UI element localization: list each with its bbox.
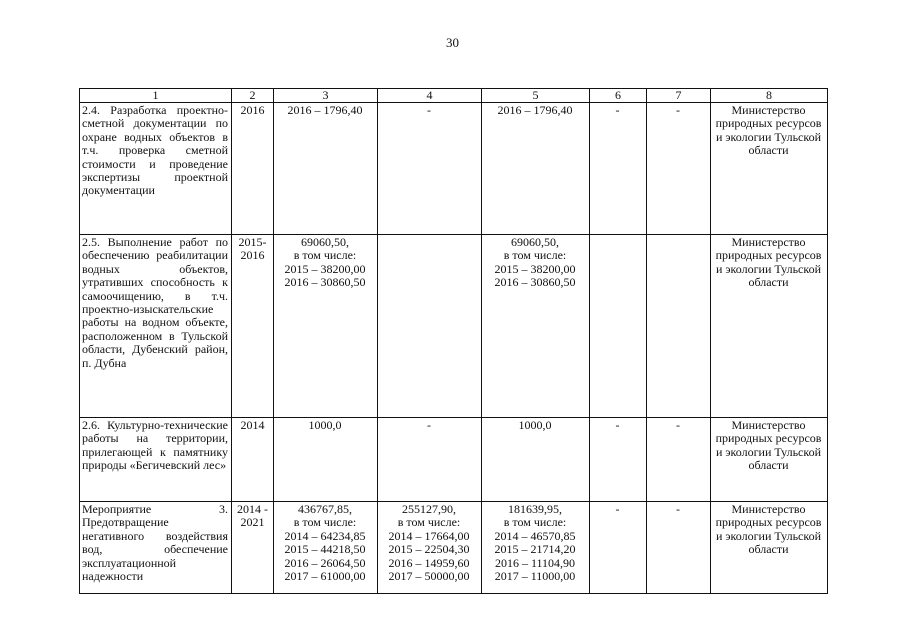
column-6-cell: [590, 235, 647, 418]
column-number: 2: [232, 89, 274, 103]
regional-funding-cell: [378, 235, 482, 418]
federal-funding-cell: 2016 – 1796,40: [482, 103, 590, 235]
page-number: 30: [446, 35, 459, 50]
column-number: 5: [482, 89, 590, 103]
column-6-cell: -: [590, 502, 647, 594]
column-number: 1: [80, 89, 232, 103]
column-number: 4: [378, 89, 482, 103]
column-6-cell: -: [590, 418, 647, 502]
column-6-cell: -: [590, 103, 647, 235]
total-funding-cell: 1000,0: [274, 418, 378, 502]
period-cell: 2015-2016: [232, 235, 274, 418]
regional-funding-cell: -: [378, 418, 482, 502]
period-cell: 2014 - 2021: [232, 502, 274, 594]
total-funding-cell: 436767,85, в том числе: 2014 – 64234,85 2015 – 44218,50 2016 – 26064,50 2017 – 61000,00: [274, 502, 378, 594]
federal-funding-cell: 69060,50, в том числе: 2015 – 38200,00 2016 – 30860,50: [482, 235, 590, 418]
table-row: [80, 502, 828, 594]
regional-funding-cell: 255127,90, в том числе: 2014 – 17664,00 2015 – 22504,30 2016 – 14959,60 2017 – 50000,00: [378, 502, 482, 594]
column-7-cell: -: [647, 418, 711, 502]
total-funding-cell: 69060,50, в том числе: 2015 – 38200,00 2016 – 30860,50: [274, 235, 378, 418]
program-activities-table: [79, 88, 828, 594]
period-cell: 2016: [232, 103, 274, 235]
column-numbers-row: [80, 89, 828, 103]
activity-name-cell: 2.5. Выполнение работ по обеспечению реабилитации водных объектов, утративших способность к самоочищению, в т.ч. проектно-изыскательские работы на водном объекте, расположенном в Тульской области, Дубенский район, п. Дубна: [80, 235, 232, 418]
federal-funding-cell: 181639,95, в том числе: 2014 – 46570,85 2015 – 21714,20 2016 – 11104,90 2017 – 11000,00: [482, 502, 590, 594]
responsible-executor-cell: Министерство природных ресурсов и экологии Тульской области: [711, 235, 828, 418]
responsible-executor-cell: Министерство природных ресурсов и экологии Тульской области: [711, 502, 828, 594]
table-row: [80, 103, 828, 235]
federal-funding-cell: 1000,0: [482, 418, 590, 502]
column-7-cell: [647, 235, 711, 418]
period-cell: 2014: [232, 418, 274, 502]
column-7-cell: -: [647, 103, 711, 235]
total-funding-cell: 2016 – 1796,40: [274, 103, 378, 235]
activity-name-cell: 2.4. Разработка проектно-сметной документации по охране водных объектов в т.ч. проверка сметной стоимости и проведение экспертизы проектной документации: [80, 103, 232, 235]
table-row: [80, 235, 828, 418]
table-row: [80, 418, 828, 502]
regional-funding-cell: -: [378, 103, 482, 235]
activity-name-cell: 2.6. Культурно-технические работы на территории, прилегающей к памятнику природы «Бегичевский лес»: [80, 418, 232, 502]
responsible-executor-cell: Министерство природных ресурсов и экологии Тульской области: [711, 418, 828, 502]
column-7-cell: -: [647, 502, 711, 594]
column-number: 8: [711, 89, 828, 103]
column-number: 3: [274, 89, 378, 103]
responsible-executor-cell: Министерство природных ресурсов и экологии Тульской области: [711, 103, 828, 235]
column-number: 7: [647, 89, 711, 103]
activity-name-cell: Мероприятие 3. Предотвращение негативного воздействия вод, обеспечение эксплуатационной надежности: [80, 502, 232, 594]
column-number: 6: [590, 89, 647, 103]
